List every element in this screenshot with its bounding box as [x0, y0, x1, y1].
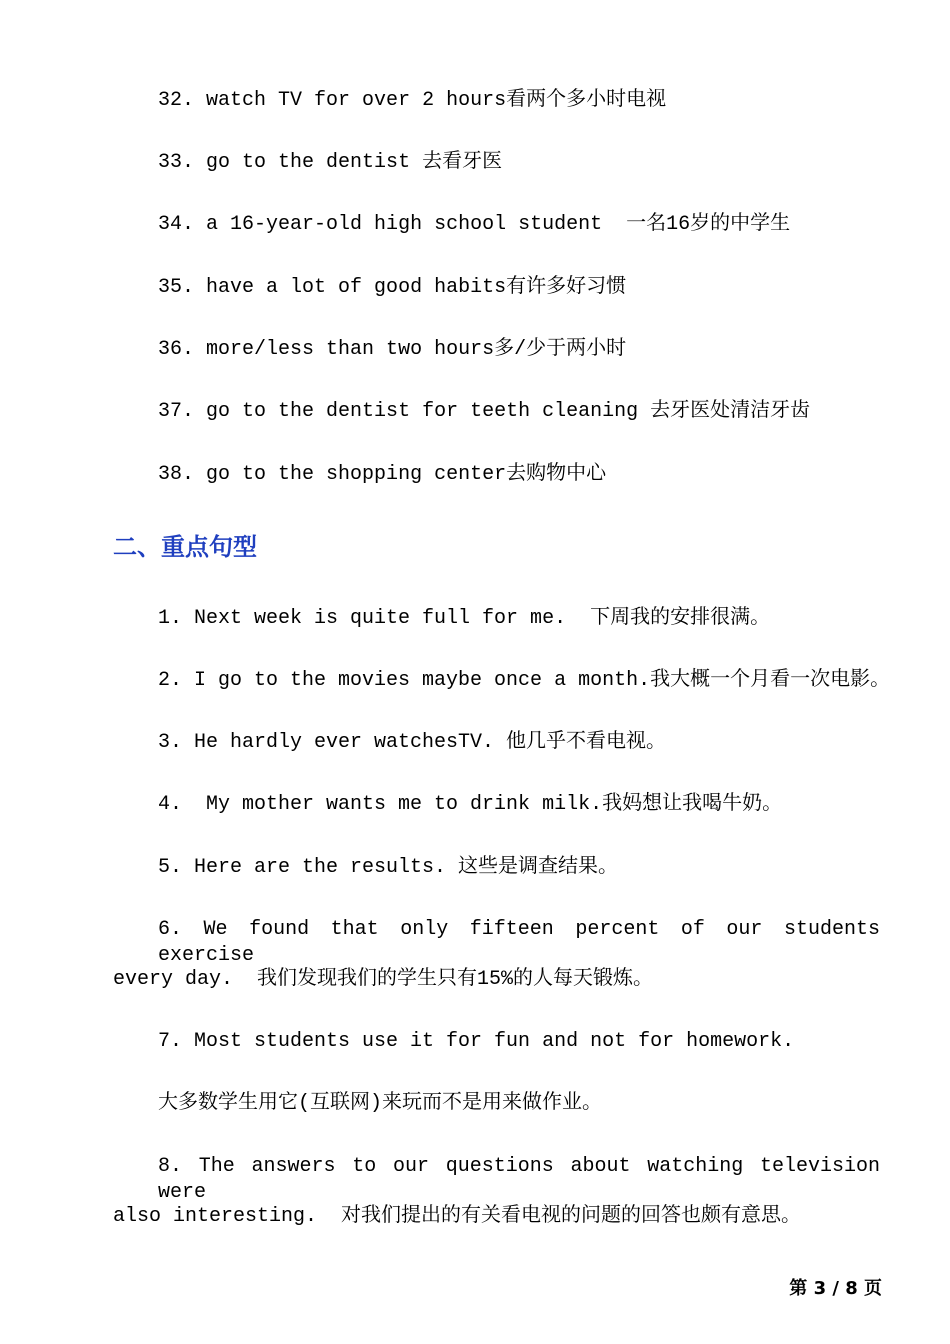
sentence-7-line-2: 大多数学生用它(互联网)来玩而不是用来做作业。 [158, 1092, 603, 1115]
sentence-2: 2. I go to the movies maybe once a month.我大概一个月看一次电影。 [158, 669, 891, 692]
sentence-5: 5. Here are the results. 这些是调查结果。 [158, 856, 619, 879]
sentence-8-line-1: 8. The answers to our questions about watching television were [158, 1155, 880, 1204]
phrase-32: 32. watch TV for over 2 hours看两个多小时电视 [158, 89, 667, 112]
page-number: 第 3 / 8 页 [789, 1278, 882, 1299]
sentence-7-line-1: 7. Most students use it for fun and not for homework. [158, 1030, 795, 1053]
phrase-36: 36. more/less than two hours多/少于两小时 [158, 338, 627, 361]
sentence-1: 1. Next week is quite full for me. 下周我的安排很满。 [158, 607, 771, 630]
sentence-8-line-2: also interesting. 对我们提出的有关看电视的问题的回答也颇有意思。 [113, 1205, 802, 1228]
sentence-3: 3. He hardly ever watchesTV. 他几乎不看电视。 [158, 731, 667, 754]
sentence-6-line-1: 6. We found that only fifteen percent of our students exercise [158, 918, 880, 967]
sentence-6-line-2: every day. 我们发现我们的学生只有15%的人每天锻炼。 [113, 968, 654, 991]
section-heading: 二、重点句型 [113, 533, 257, 561]
phrase-33: 33. go to the dentist 去看牙医 [158, 151, 503, 174]
phrase-38: 38. go to the shopping center去购物中心 [158, 463, 607, 486]
phrase-37: 37. go to the dentist for teeth cleaning 去牙医处清洁牙齿 [158, 400, 811, 423]
phrase-35: 35. have a lot of good habits有许多好习惯 [158, 276, 627, 299]
sentence-4: 4. My mother wants me to drink milk.我妈想让我喝牛奶。 [158, 793, 783, 816]
phrase-34: 34. a 16-year-old high school student 一名16岁的中学生 [158, 213, 791, 236]
